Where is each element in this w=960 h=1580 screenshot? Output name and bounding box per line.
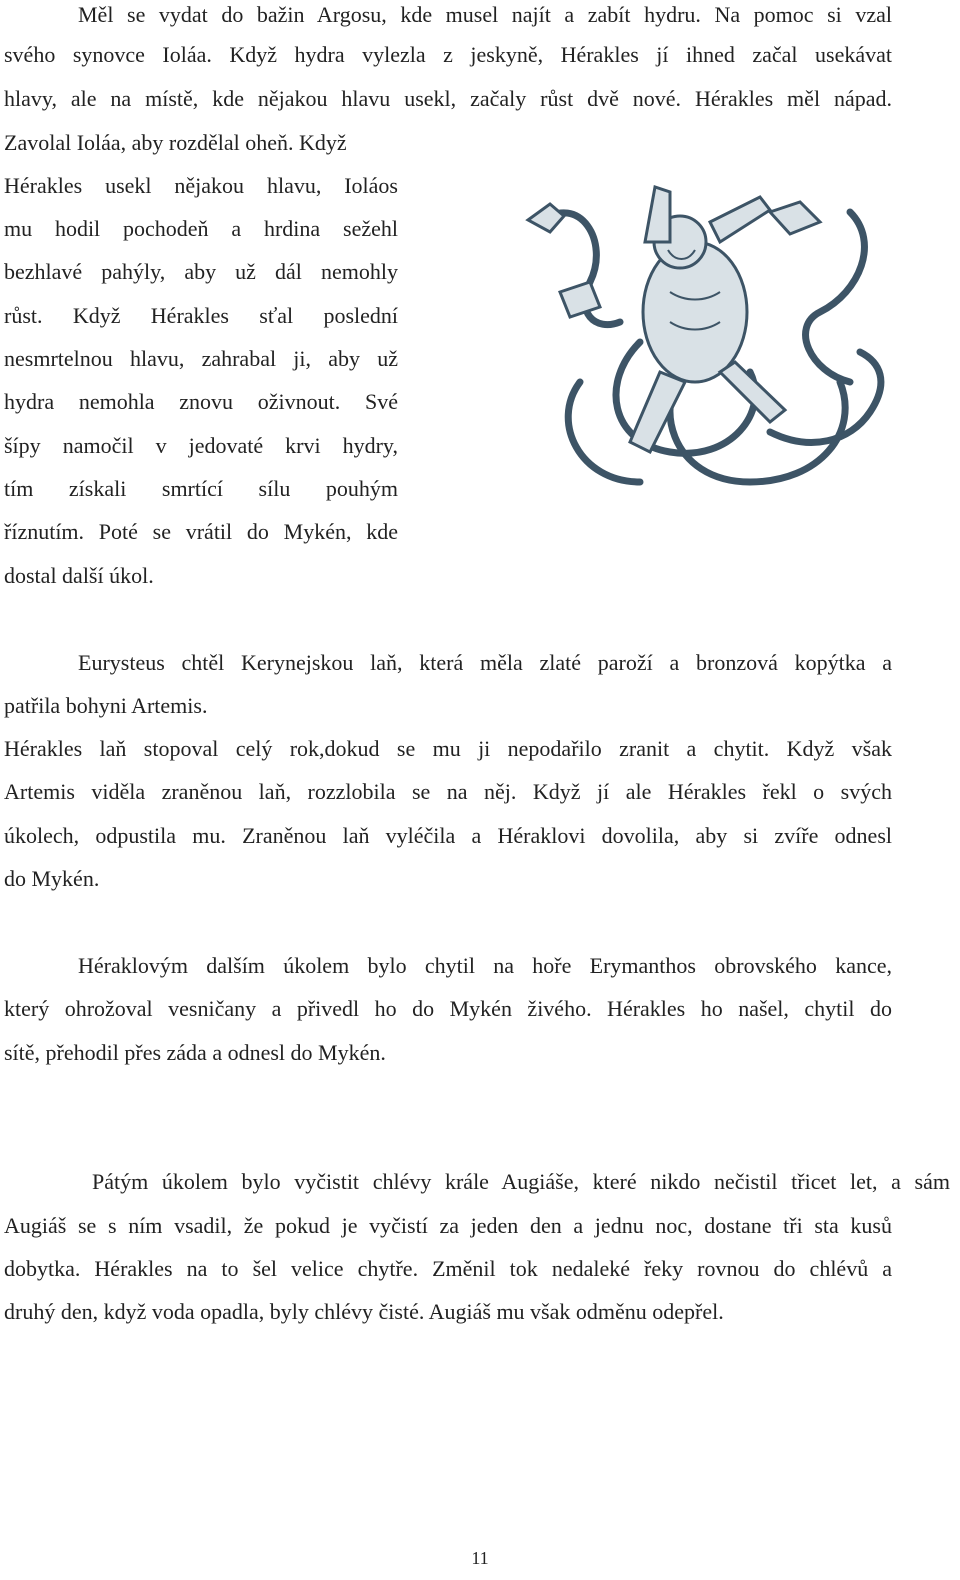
text-line: Héraklovým dalším úkolem bylo chytil na hoře Erymanthos obrovského kance, bbox=[78, 953, 892, 978]
text-line: nesmrtelnou hlavu, zahrabal ji, aby už bbox=[4, 346, 398, 371]
text-line: říznutím. Poté se vrátil do Mykén, kde bbox=[4, 519, 398, 544]
text-line: hydra nemohla znovu oživnout. Své bbox=[4, 389, 398, 414]
text-line: Artemis viděla zraněnou laň, rozzlobila se na něj. Když jí ale Hérakles řekl o svých bbox=[4, 779, 892, 804]
text-line: patřila bohyni Artemis. bbox=[4, 693, 208, 718]
text-line: který ohrožoval vesničany a přivedl ho do Mykén živého. Hérakles ho našel, chytil do bbox=[4, 996, 892, 1021]
text-line: sítě, přehodil přes záda a odnesl do Mykén. bbox=[4, 1040, 386, 1065]
text-line: tím získali smrtící sílu pouhým bbox=[4, 476, 398, 501]
text-line: Eurysteus chtěl Kerynejskou laň, která měla zlaté paroží a bronzová kopýtka a bbox=[78, 650, 892, 675]
text-line: Hérakles laň stopoval celý rok,dokud se mu ji nepodařilo zranit a chytit. Když však bbox=[4, 736, 892, 761]
page-number: 11 bbox=[471, 1548, 489, 1568]
text-line: šípy namočil v jedovaté krvi hydry, bbox=[4, 433, 398, 458]
text-line: Augiáš se s ním vsadil, že pokud je vyčistí za jeden den a jednu noc, dostane tři sta kusů bbox=[4, 1213, 892, 1238]
text-line: dostal další úkol. bbox=[4, 563, 154, 588]
text-line: druhý den, když voda opadla, byly chlévy čisté. Augiáš mu však odměnu odepřel. bbox=[4, 1299, 724, 1324]
text-line: růst. Když Hérakles sťal poslední bbox=[4, 303, 398, 328]
text-line: do Mykén. bbox=[4, 866, 100, 891]
heracles-hydra-illustration bbox=[520, 182, 900, 518]
text-line: úkolech, odpustila mu. Zraněnou laň vyléčila a Héraklovi dovolila, aby si zvíře odnesl bbox=[4, 823, 892, 848]
text-line: dobytka. Hérakles na to šel velice chytře. Změnil tok nedaleké řeky rovnou do chlévů a bbox=[4, 1256, 892, 1281]
text-line: hlavy, ale na místě, kde nějakou hlavu usekl, začaly růst dvě nové. Hérakles měl nápad. bbox=[4, 86, 892, 111]
text-line: svého synovce Ioláa. Když hydra vylezla z jeskyně, Hérakles jí ihned začal usekávat bbox=[4, 42, 892, 67]
text-line: Zavolal Ioláa, aby rozdělal oheň. Když bbox=[4, 130, 347, 155]
text-line: Měl se vydat do bažin Argosu, kde musel najít a zabít hydru. Na pomoc si vzal bbox=[78, 2, 892, 27]
text-line: mu hodil pochodeň a hrdina sežehl bbox=[4, 216, 398, 241]
text-line: bezhlavé pahýly, aby už dál nemohly bbox=[4, 259, 398, 284]
text-line: Pátým úkolem bylo vyčistit chlévy krále Augiáše, které nikdo nečistil třicet let, a sám bbox=[92, 1169, 950, 1194]
text-line: Hérakles usekl nějakou hlavu, Ioláos bbox=[4, 173, 398, 198]
